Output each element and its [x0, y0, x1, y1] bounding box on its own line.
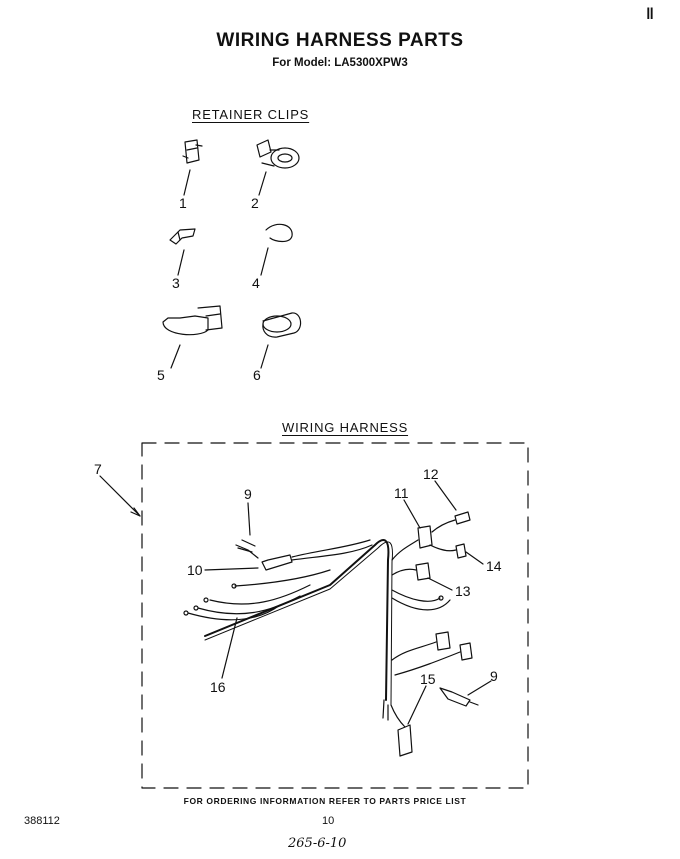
- callout-11: 11: [394, 485, 409, 501]
- retainer-clip-5-drawing: [163, 306, 222, 368]
- callout-9-right: 9: [490, 668, 498, 684]
- callout-2: 2: [251, 195, 259, 211]
- corner-mark: ‖: [646, 6, 654, 23]
- leader-15: [408, 686, 426, 724]
- retainer-clip-2-drawing: [257, 140, 299, 195]
- callout-5: 5: [157, 367, 165, 383]
- page-title: WIRING HARNESS PARTS: [216, 30, 464, 51]
- leader-11: [404, 500, 420, 528]
- callout-15: 15: [420, 671, 436, 687]
- wiring-harness-drawing: [184, 512, 478, 756]
- leader-14: [466, 552, 483, 564]
- callout-14: 14: [486, 558, 502, 574]
- callout-9-left: 9: [244, 486, 252, 502]
- leader-10: [205, 568, 258, 570]
- leader-9-right: [468, 681, 491, 695]
- callout-3: 3: [172, 275, 180, 291]
- leader-7: [100, 476, 140, 516]
- wiring-harness-heading: WIRING HARNESS: [282, 420, 409, 435]
- retainer-clip-1-drawing: [183, 140, 202, 195]
- handwritten-note: 265-6-10: [288, 836, 347, 851]
- leader-9-left: [248, 503, 250, 535]
- leader-13: [428, 578, 452, 590]
- retainer-clip-3-drawing: [170, 229, 195, 275]
- retainer-clip-6-drawing: [261, 313, 301, 368]
- model-subtitle: For Model: LA5300XPW3: [272, 57, 408, 69]
- page-number: 10: [322, 815, 335, 827]
- retainer-clips-heading: RETAINER CLIPS: [192, 107, 310, 122]
- document-number: 388112: [24, 815, 60, 827]
- callout-10: 10: [187, 562, 203, 578]
- callout-16: 16: [210, 679, 226, 695]
- callout-13: 13: [455, 583, 471, 599]
- retainer-clip-4-drawing: [261, 224, 292, 275]
- callout-1: 1: [179, 195, 187, 211]
- callout-4: 4: [252, 275, 260, 291]
- leader-12: [435, 481, 456, 510]
- callout-7: 7: [94, 461, 102, 477]
- callout-12: 12: [423, 466, 439, 482]
- ordering-note: FOR ORDERING INFORMATION REFER TO PARTS PRICE LIST: [183, 796, 467, 806]
- callout-6: 6: [253, 367, 261, 383]
